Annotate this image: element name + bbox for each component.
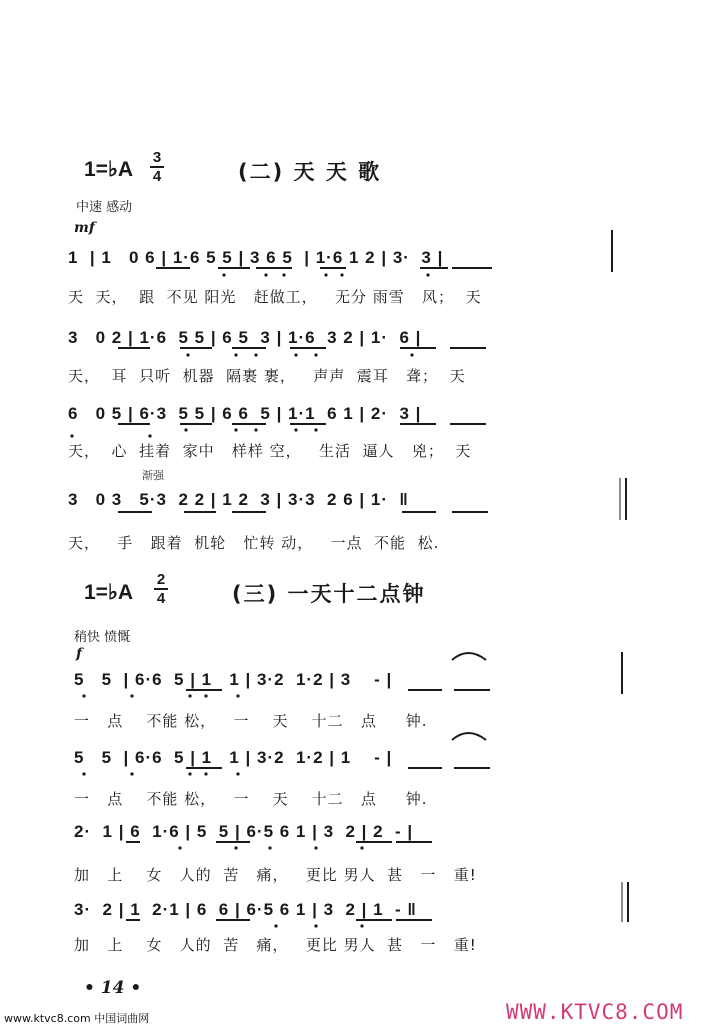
notation-line: 6 0 5 | 6·3 5 5 | 6 6 5 | 1·1 6 1 | 2· 3 | bbox=[68, 404, 422, 423]
notation-line: 2· 1 | 6 1·6 | 5 5 | 6·5 6 1 | 3 2 | 2 - | bbox=[74, 822, 414, 841]
lyrics-line: 天 天， 跟 不见 阳光 赶做工， 无分 雨雪 风； 天 bbox=[68, 288, 482, 306]
watermark: WWW.KTVC8.COM bbox=[506, 1000, 684, 1024]
lyrics-line: 天， 心 挂着 家中 样样 空， 生活 逼人 兇； 天 bbox=[68, 442, 472, 460]
crescendo-annotation: 渐强 bbox=[142, 469, 164, 482]
lyrics-line: 天， 耳 只听 机器 隔裹 裹， 声声 震耳 聋； 天 bbox=[68, 367, 466, 385]
time-bottom: 4 bbox=[156, 590, 166, 607]
tempo-marking-2: 稍快 愤慨 bbox=[74, 630, 131, 645]
lyrics-line: 加 上 女 人的 苦 痛， 更比 男人 甚 一 重! bbox=[74, 866, 477, 884]
time-bottom: 4 bbox=[152, 168, 162, 185]
notation-line: 3 0 2 | 1·6 5 5 | 6 5 3 | 1·6 3 2 | 1· 6 | bbox=[68, 328, 422, 347]
key-signature-2: 1=♭A bbox=[84, 581, 134, 604]
tempo-marking-1: 中速 感动 bbox=[76, 200, 133, 215]
notation-line: 5 5 | 6·6 5 | 1 1 | 3·2 1·2 | 3 - | bbox=[74, 670, 393, 689]
notation-line: 1 | 1 0 6 | 1·6 5 5 | 3 6 5 | 1·6 1 2 | 3· 3 | bbox=[68, 248, 444, 267]
notation-line: 5 5 | 6·6 5 | 1 1 | 3·2 1·2 | 1 - | bbox=[74, 748, 393, 767]
footer-site-label: www.ktvc8.com 中国词曲网 bbox=[4, 1012, 150, 1025]
page-number: • 14 • bbox=[84, 978, 142, 998]
notation-line: 3 0 3 5·3 2 2 | 1 2 3 | 3·3 2 6 | 1· ‖ bbox=[68, 490, 409, 509]
time-top: 2 bbox=[156, 571, 166, 588]
key-signature-1: 1=♭A bbox=[84, 158, 134, 181]
dynamic-marking-1: mf bbox=[74, 220, 95, 236]
lyrics-line: 加 上 女 人的 苦 痛， 更比 男人 甚 一 重! bbox=[74, 936, 477, 954]
lyrics-line: 一 点 不能 松， 一 天 十二 点 钟. bbox=[74, 790, 428, 808]
lyrics-line: 天， 手 跟着 机轮 忙转 动， 一点 不能 松. bbox=[68, 534, 440, 552]
lyrics-line: 一 点 不能 松， 一 天 十二 点 钟. bbox=[74, 712, 428, 730]
notation-line: 3· 2 | 1 2·1 | 6 6 | 6·5 6 1 | 3 2 | 1 - ‖ bbox=[74, 900, 417, 919]
time-top: 3 bbox=[152, 149, 162, 166]
section-title-2: (三) 一天十二点钟 bbox=[232, 582, 426, 606]
section-title-1: (二) 天 天 歌 bbox=[238, 160, 382, 184]
dynamic-marking-2: f bbox=[76, 646, 83, 662]
